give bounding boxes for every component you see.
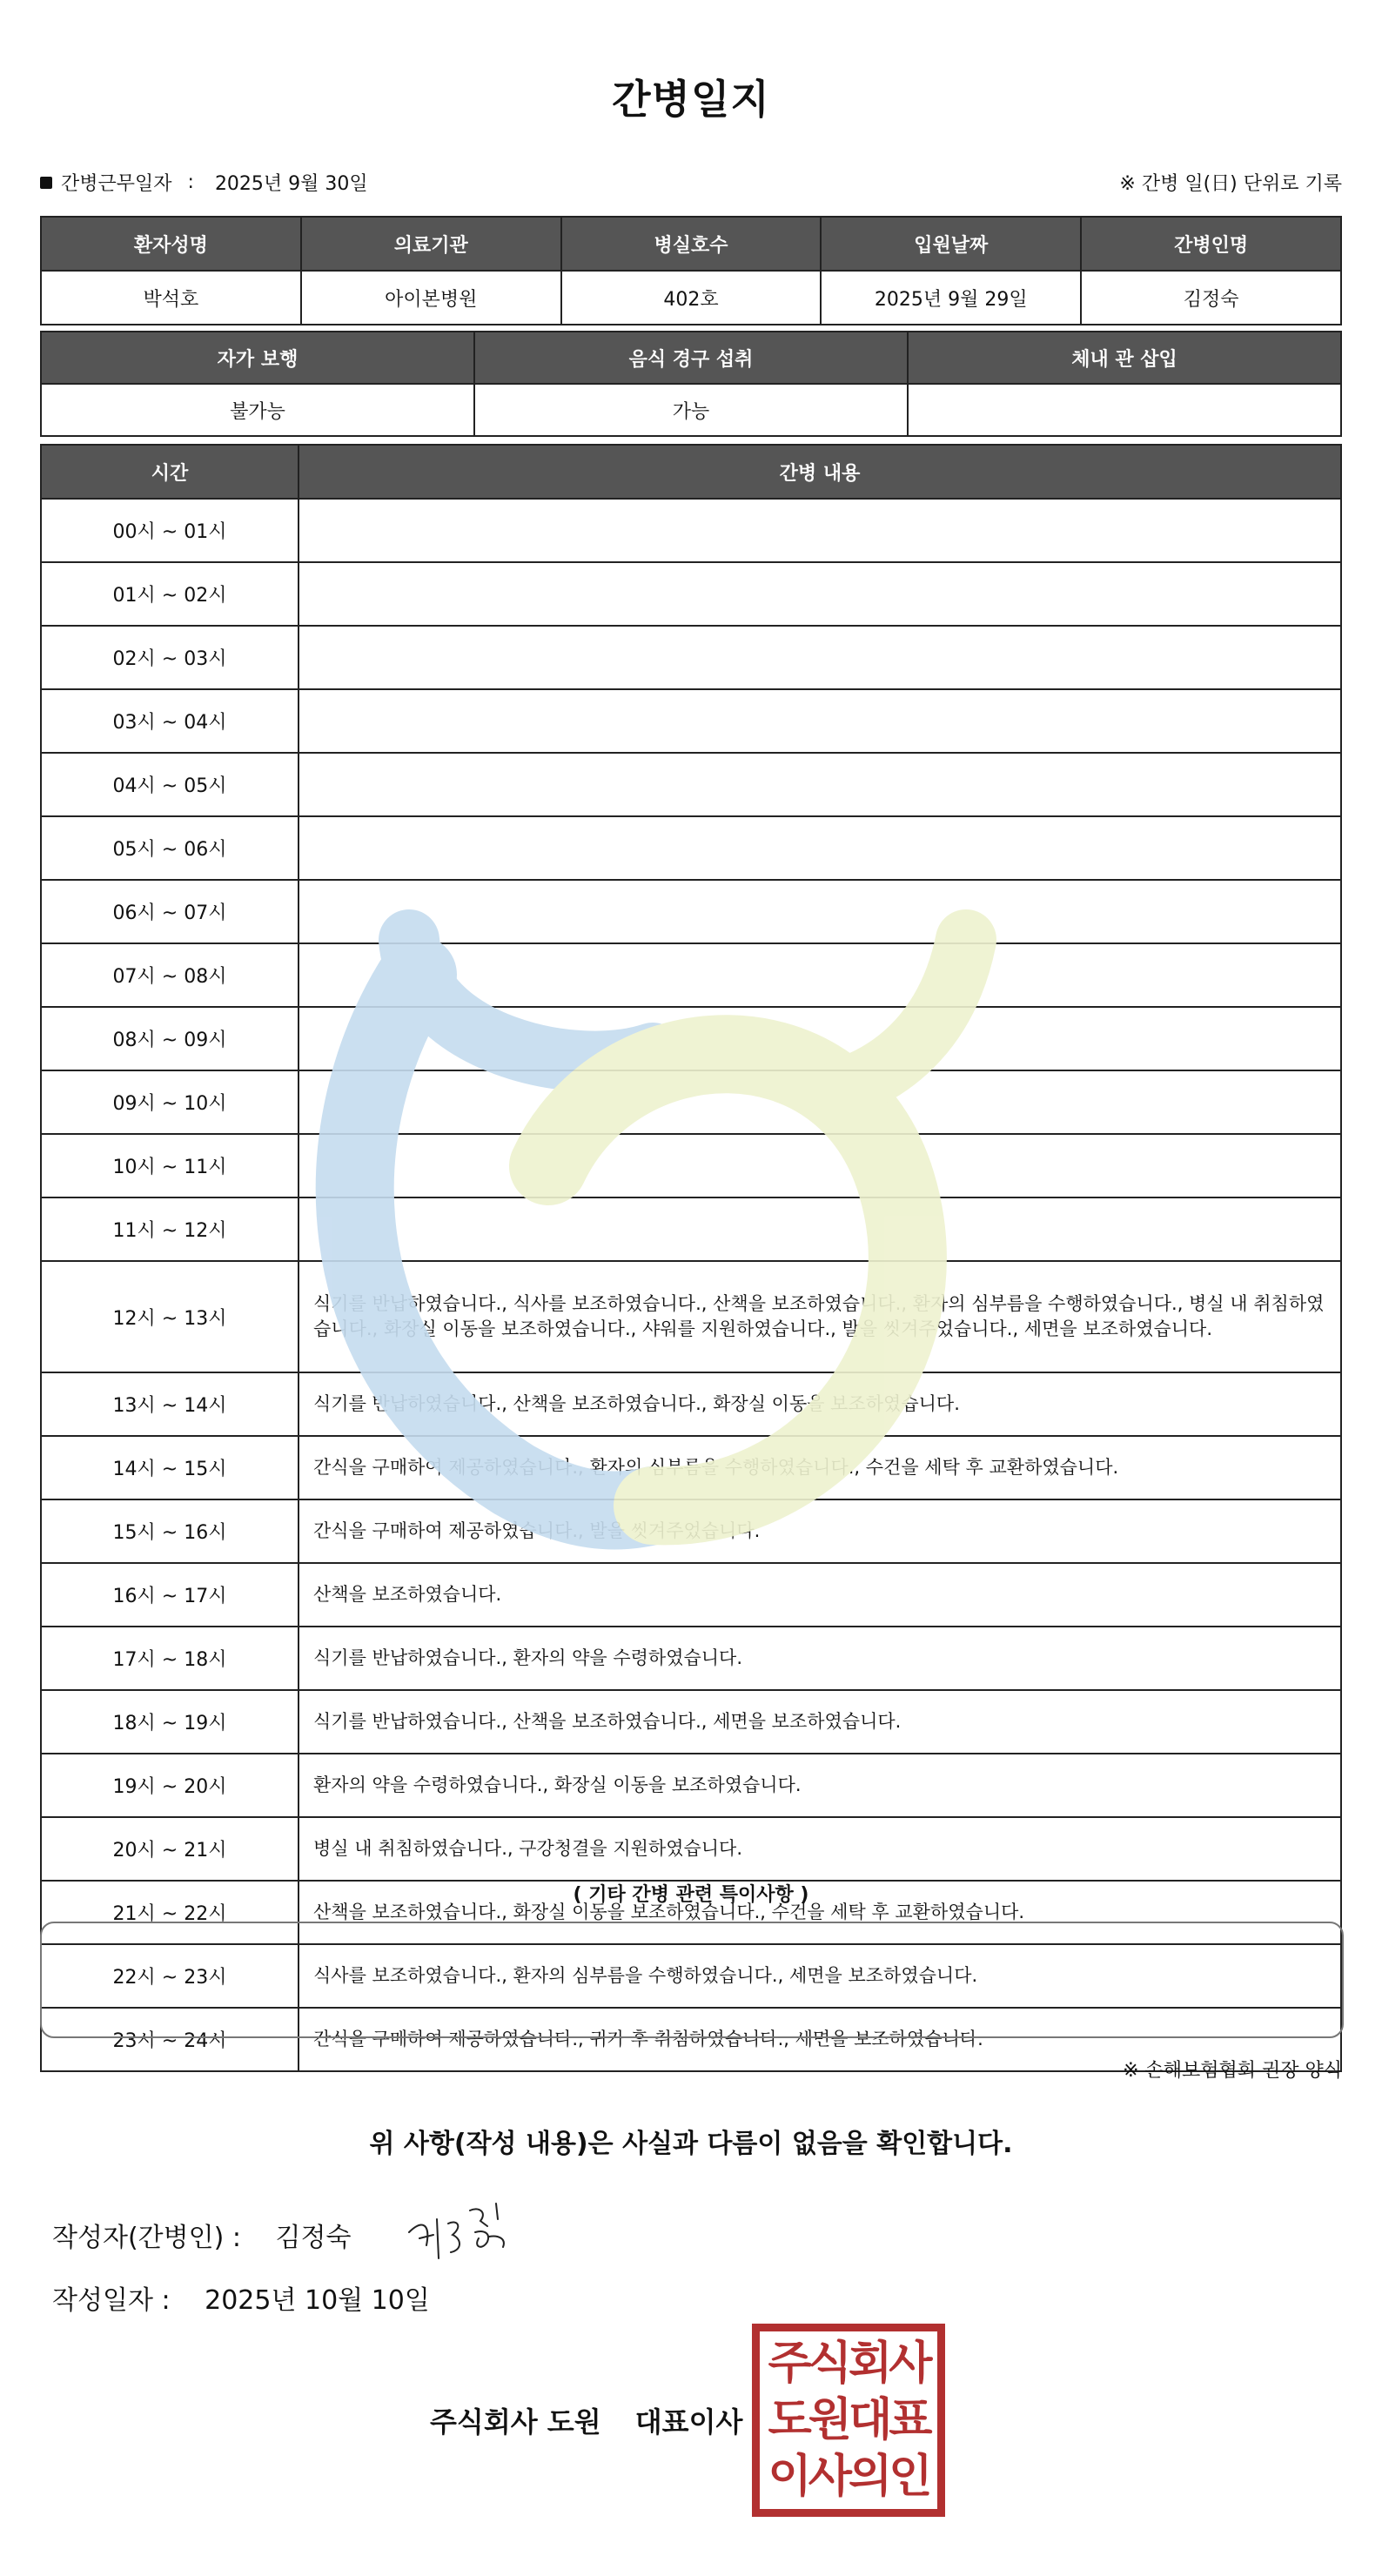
square-bullet-icon [40,177,52,189]
form-source-note: ※ 손해보험협회 권장 양식 [1123,2060,1342,2082]
log-content: 산책을 보조하였습니다. [299,1563,1341,1627]
special-notes-box [40,1922,1344,2038]
admission-date: 2025년 9월 29일 [821,271,1081,325]
log-row [41,1436,1341,1499]
log-time: 23시 ~ 24시 [41,2008,299,2071]
header-room-number: 병실호수 [561,217,822,271]
log-content [299,753,1341,816]
log-time: 11시 ~ 12시 [41,1197,299,1261]
log-content [299,1007,1341,1070]
log-row [41,689,1341,753]
log-row [41,499,1341,562]
patient-info-table [40,216,1342,325]
log-time: 13시 ~ 14시 [41,1372,299,1436]
log-time: 16시 ~ 17시 [41,1563,299,1627]
log-content: 간식을 구매하여 제공하였습니다., 발을 씻겨주었습니다. [299,1499,1341,1563]
log-time: 07시 ~ 08시 [41,943,299,1007]
header-oral-intake: 음식 경구 섭취 [474,332,908,384]
log-content [299,1070,1341,1134]
header-patient-name: 환자성명 [41,217,301,271]
log-row [41,880,1341,943]
log-content [299,562,1341,626]
log-time: 03시 ~ 04시 [41,689,299,753]
log-row [41,1563,1341,1627]
log-row [41,1007,1341,1070]
log-time: 18시 ~ 19시 [41,1690,299,1754]
duty-date-separator: : [187,171,194,193]
log-time: 05시 ~ 06시 [41,816,299,880]
log-time: 12시 ~ 13시 [41,1261,299,1372]
writer-row [52,2216,351,2254]
log-content [299,1134,1341,1197]
log-content: 식사를 보조하였습니다., 환자의 심부름을 수행하였습니다., 세면을 보조하였습니다. [299,1944,1341,2008]
header-admission-date: 입원날짜 [821,217,1081,271]
log-time: 01시 ~ 02시 [41,562,299,626]
log-time: 21시 ~ 22시 [41,1881,299,1944]
company-ceo-title: 대표이사 [634,2405,743,2438]
log-time: 08시 ~ 09시 [41,1007,299,1070]
duty-date-label: 간병근무일자 [61,173,172,195]
log-time: 17시 ~ 18시 [41,1627,299,1690]
log-content: 식기를 반납하였습니다., 산책을 보조하였습니다., 세면을 보조하였습니다. [299,1690,1341,1754]
meta-row [40,169,1342,200]
confirmation-statement: 위 사항(작성 내용)은 사실과 다름이 없음을 확인합니다. [369,2129,1013,2159]
handwritten-signature [400,2184,531,2280]
log-time: 15시 ~ 16시 [41,1499,299,1563]
tube-insertion-value [908,384,1341,436]
log-row [41,626,1341,689]
patient-status-table [40,331,1342,437]
log-content: 식기를 반납하였습니다., 산책을 보조하였습니다., 화장실 이동을 보조하였습니다. [299,1372,1341,1436]
log-content: 식기를 반납하였습니다., 환자의 약을 수령하였습니다. [299,1627,1341,1690]
log-content: 간식을 구매하여 제공하였습니다., 귀가 후 취침하였습니다., 세면을 보조하였습니다. [299,2008,1341,2071]
care-log-body [41,499,1341,2071]
duty-date-block [40,169,368,196]
seal-line: 도원대표 [768,2393,929,2446]
log-content: 환자의 약을 수령하였습니다., 화장실 이동을 보조하였습니다. [299,1754,1341,1817]
seal-line: 이사의인 [768,2451,929,2504]
writer-label: 작성자(간병인) : [52,2223,241,2253]
oral-intake-value: 가능 [474,384,908,436]
header-tube-insertion: 체내 관 삽입 [908,332,1341,384]
log-row [41,816,1341,880]
log-content: 병실 내 취침하였습니다., 구강청결을 지원하였습니다. [299,1817,1341,1881]
log-time: 22시 ~ 23시 [41,1944,299,2008]
log-row [41,1372,1341,1436]
company-block [430,2400,742,2440]
patient-name: 박석호 [41,271,301,325]
writer-name: 김정숙 [275,2223,352,2253]
log-content [299,499,1341,562]
care-log-table [40,444,1342,2072]
seal-line: 주식회사 [768,2337,929,2390]
log-content: 산책을 보조하였습니다., 화장실 이동을 보조하였습니다., 수건을 세탁 후 교환하였습니다. [299,1881,1341,1944]
log-content [299,943,1341,1007]
log-time: 04시 ~ 05시 [41,753,299,816]
log-time: 10시 ~ 11시 [41,1134,299,1197]
log-time: 02시 ~ 03시 [41,626,299,689]
log-row [41,1627,1341,1690]
log-row [41,1690,1341,1754]
log-time: 19시 ~ 20시 [41,1754,299,1817]
daily-record-note: ※ 간병 일(日) 단위로 기록 [1119,173,1342,195]
log-row [41,1197,1341,1261]
hospital-name: 아이본병원 [301,271,561,325]
log-time: 14시 ~ 15시 [41,1436,299,1499]
log-row [41,1499,1341,1563]
self-walking-value: 불가능 [41,384,474,436]
log-content [299,880,1341,943]
room-number: 402호 [561,271,822,325]
log-row [41,562,1341,626]
written-date-value: 2025년 10월 10일 [205,2285,430,2316]
header-self-walking: 자가 보행 [41,332,474,384]
log-row [41,943,1341,1007]
log-content [299,1197,1341,1261]
log-time: 20시 ~ 21시 [41,1817,299,1881]
written-date-row [52,2278,430,2317]
caregiver-name: 김정숙 [1081,271,1341,325]
header-care-content: 간병 내용 [299,445,1341,499]
log-time: 09시 ~ 10시 [41,1070,299,1134]
header-time: 시간 [41,445,299,499]
document-title: 간병일지 [612,76,770,123]
log-content: 간식을 구매하여 제공하였습니다., 환자의 심부름을 수행하였습니다., 수건을 세탁 후 교환하였습니다. [299,1436,1341,1499]
log-row [41,1134,1341,1197]
log-content: 식기를 반납하였습니다., 식사를 보조하였습니다., 산책을 보조하였습니다., 환자의 심부름을 수행하였습니다., 병실 내 취침하였습니다., 화장실 이동을 보조하였습니다., 샤워를 지원하였습니다., 발을 씻겨주었습니다., 세면을 보조하였습니다. [299,1261,1341,1372]
company-seal [752,2324,945,2517]
log-row [41,1261,1341,1372]
log-time: 00시 ~ 01시 [41,499,299,562]
header-caregiver-name: 간병인명 [1081,217,1341,271]
log-row [41,1070,1341,1134]
log-row [41,753,1341,816]
written-date-label: 작성일자 : [52,2285,171,2316]
company-name: 주식회사 도원 [430,2405,601,2438]
log-content [299,689,1341,753]
log-content [299,626,1341,689]
log-content [299,816,1341,880]
log-row [41,1817,1341,1881]
special-notes-title: ( 기타 간병 관련 특이사항 ) [573,1884,809,1906]
duty-date-value: 2025년 9월 30일 [214,173,368,195]
log-time: 06시 ~ 07시 [41,880,299,943]
log-row [41,1754,1341,1817]
header-hospital: 의료기관 [301,217,561,271]
